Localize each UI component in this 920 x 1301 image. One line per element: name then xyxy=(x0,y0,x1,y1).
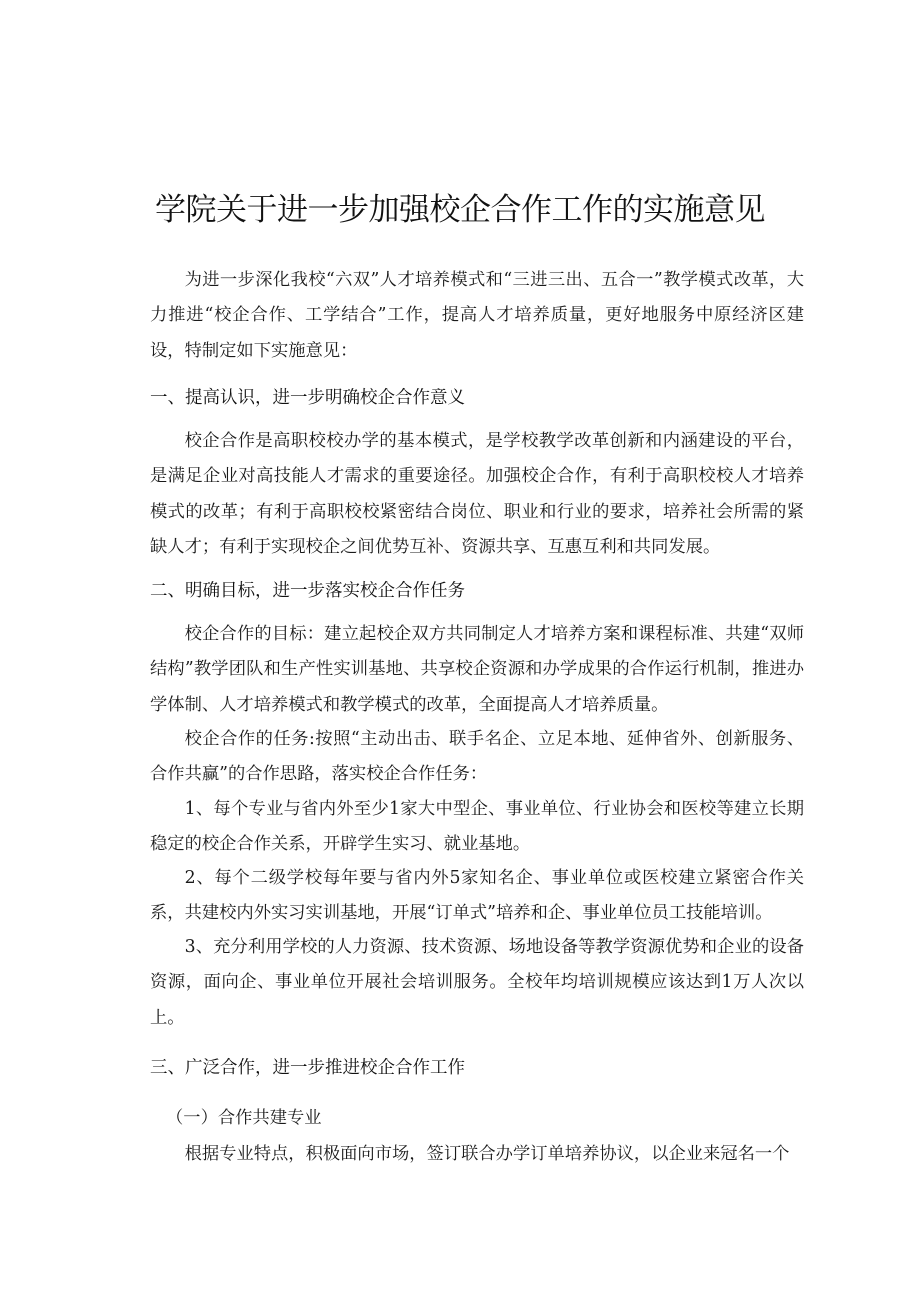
document-title: 学院关于进一步加强校企合作工作的实施意见 xyxy=(155,192,765,228)
section-1-paragraph: 校企合作是高职校校办学的基本模式，是学校教学改革创新和内涵建设的平台，是满足企业对高技能人才需求的重要途径。加强校企合作，有利于高职校校人才培养模式的改革；有利于高职校校紧密结合岗位、职业和行业的要求，培养社会所需的紧缺人才；有利于实现校企之间优势互补、资源共享、互惠互利和共同发展。 xyxy=(150,431,804,558)
section-3-subheading: （一）合作共建专业 xyxy=(166,1108,322,1128)
section-3-heading: 三、广泛合作，进一步推进校企合作工作 xyxy=(150,1058,465,1078)
section-3-paragraph: 根据专业特点，积极面向市场，签订联合办学订单培养协议，以企业来冠名一个 xyxy=(184,1144,790,1164)
section-2-item-1: 1、每个专业与省内外至少1家大中型企、事业单位、行业协会和医校等建立长期稳定的校企合作关系，开辟学生实习、就业基地。 xyxy=(150,799,804,855)
section-2-item-2: 2、每个二级学校每年要与省内外5家知名企、事业单位或医校建立紧密合作关系，共建校内外实习实训基地，开展“订单式”培养和企、事业单位员工技能培训。 xyxy=(150,868,804,924)
section-1-heading: 一、提高认识，进一步明确校企合作意义 xyxy=(150,388,465,408)
section-2-task-paragraph: 校企合作的任务:按照“主动出击、联手名企、立足本地、延伸省外、创新服务、合作共赢”的合作思路，落实校企合作任务： xyxy=(150,729,804,785)
intro-paragraph: 为进一步深化我校“六双”人才培养模式和“三进三出、五合一”教学模式改革，大力推进“校企合作、工学结合”工作，提高人才培养质量，更好地服务中原经济区建设，特制定如下实施意见： xyxy=(150,270,804,361)
section-2-heading: 二、明确目标，进一步落实校企合作任务 xyxy=(150,581,465,601)
section-2-item-3: 3、充分利用学校的人力资源、技术资源、场地设备等教学资源优势和企业的设备资源，面向企、事业单位开展社会培训服务。全校年均培训规模应该达到1万人次以上。 xyxy=(150,937,804,1028)
section-2-goal-paragraph: 校企合作的目标：建立起校企双方共同制定人才培养方案和课程标准、共建“双师结构”教学团队和生产性实训基地、共享校企资源和办学成果的合作运行机制，推进办学体制、人才培养模式和教学模式的改革，全面提高人才培养质量。 xyxy=(150,624,804,715)
